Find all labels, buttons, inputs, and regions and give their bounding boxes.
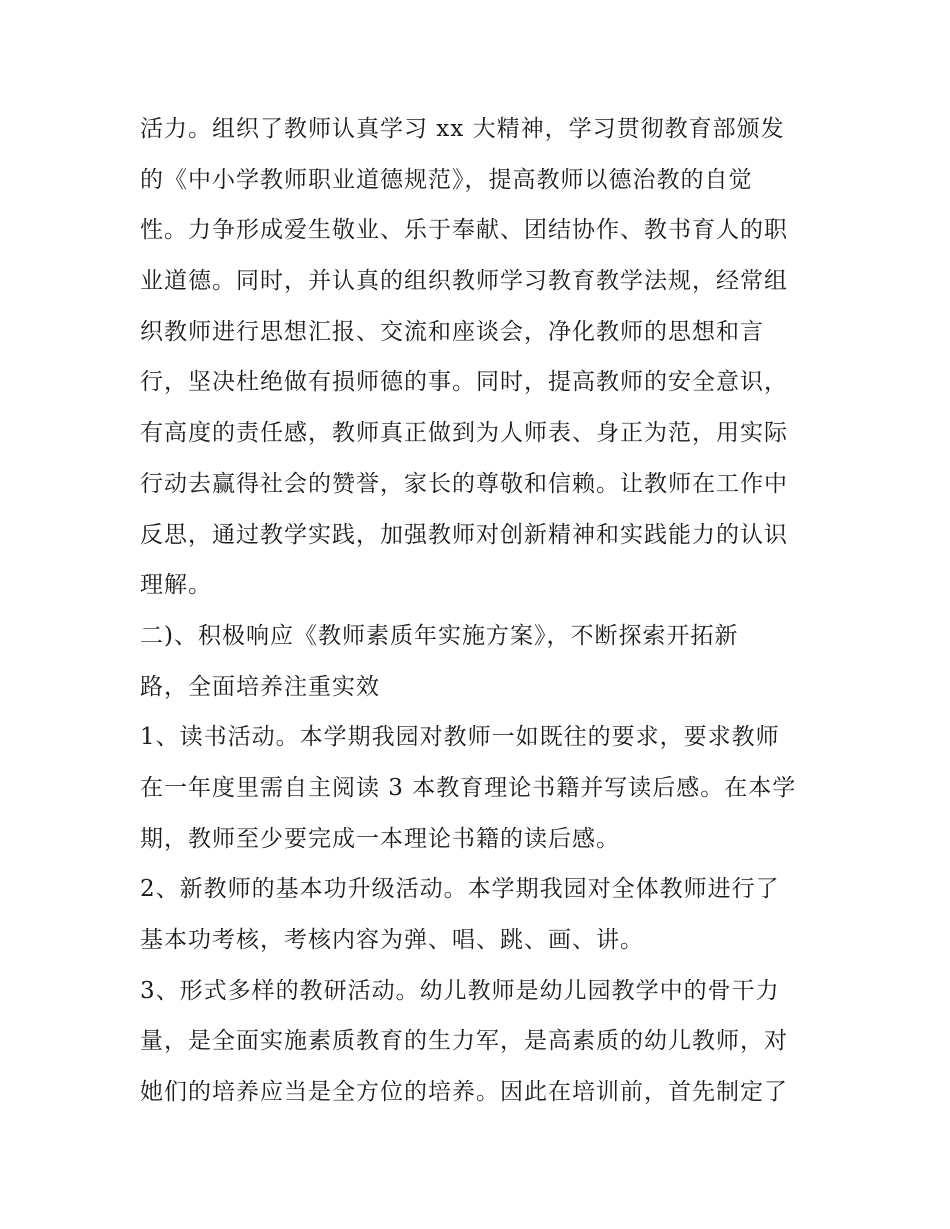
section-heading-line: 路，全面培养注重实效 [140, 673, 380, 700]
list-item-line: 2、新教师的基本功升级活动。本学期我园对全体教师进行了 [140, 876, 780, 903]
document-body [140, 104, 820, 1118]
text-line: 有高度的责任感，教师真正做到为人师表、身正为范，用实际 [140, 420, 788, 447]
text-line: 活力。组织了教师认真学习 xx 大精神，学习贯彻教育部颁发 [140, 116, 785, 142]
list-item-line: 3、形式多样的教研活动。幼儿教师是幼儿园教学中的骨干力 [140, 977, 780, 1004]
text-line: 行，坚决杜绝做有损师德的事。同时，提高教师的安全意识， [140, 369, 788, 396]
section-heading-line: 二)、积极响应《教师素质年实施方案》，不断探索开拓新 [140, 622, 739, 649]
list-item-line: 期，教师至少要完成一本理论书籍的读后感。 [140, 825, 620, 852]
list-item-line: 基本功考核，考核内容为弹、唱、跳、画、讲。 [140, 927, 644, 953]
list-item-line: 她们的培养应当是全方位的培养。因此在培训前，首先制定了 [140, 1079, 788, 1106]
text-line: 反思，通过教学实践，加强教师对创新精神和实践能力的认识 [140, 521, 788, 548]
text-line: 织教师进行思想汇报、交流和座谈会，净化教师的思想和言 [140, 318, 764, 345]
text-line: 理解。 [140, 572, 212, 599]
text-line: 行动去赢得社会的赞誉，家长的尊敬和信赖。让教师在工作中 [140, 470, 788, 497]
list-item-line: 量，是全面实施素质教育的生力军，是高素质的幼儿教师，对 [140, 1028, 788, 1055]
text-line: 业道德。同时，并认真的组织教师学习教育教学法规，经常组 [140, 268, 788, 295]
list-item-line: 在一年度里需自主阅读 3 本教育理论书籍并写读后感。在本学 [140, 774, 797, 801]
list-item-line: 1、读书活动。本学期我园对教师一如既往的要求，要求教师 [140, 724, 780, 751]
text-line: 性。力争形成爱生敬业、乐于奉献、团结协作、教书育人的职 [140, 217, 788, 244]
text-line: 的《中小学教师职业道德规范》，提高教师以德治教的自觉 [140, 166, 753, 193]
